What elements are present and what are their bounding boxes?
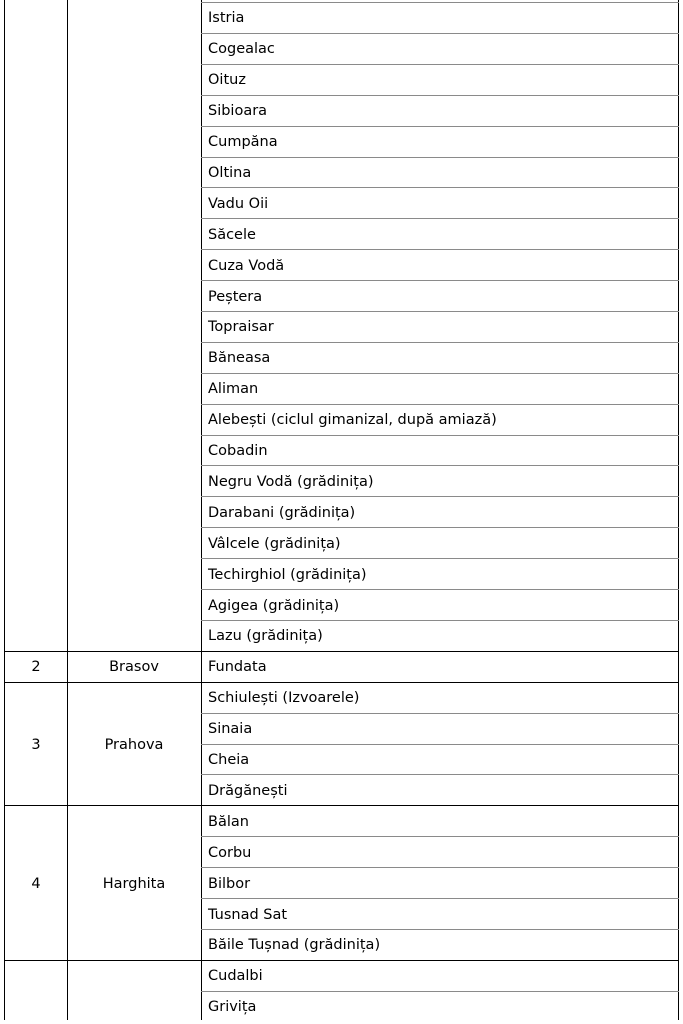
row-number: 3 — [31, 737, 41, 753]
row-divider — [201, 280, 679, 281]
locality-cell: Negru Vodă (grădinița) — [208, 474, 374, 490]
locality-cell: Agigea (grădinița) — [208, 598, 340, 614]
row-divider — [201, 126, 679, 127]
row-divider — [201, 95, 679, 96]
locality-cell: Băile Tușnad (grădinița) — [208, 937, 381, 953]
row-divider — [201, 404, 679, 405]
locality-cell: Cobadin — [208, 443, 268, 459]
row-divider — [201, 929, 679, 930]
locality-cell: Cumpăna — [208, 134, 278, 150]
county-name: Prahova — [104, 737, 164, 753]
group-divider — [4, 805, 679, 806]
locality-cell: Corbu — [208, 845, 252, 861]
locality-cell: Fundata — [208, 659, 267, 675]
locality-cell: Grivița — [208, 999, 257, 1015]
column-border-number — [67, 0, 68, 1020]
locality-cell: Cudalbi — [208, 968, 263, 984]
locality-cell: Băneasa — [208, 350, 271, 366]
locality-cell: Cuza Vodă — [208, 258, 285, 274]
locality-cell: Cogealac — [208, 41, 275, 57]
group-divider — [4, 651, 679, 652]
column-border-left — [4, 0, 5, 1020]
locality-cell: Oltina — [208, 165, 252, 181]
row-divider — [201, 620, 679, 621]
group-divider — [4, 682, 679, 683]
county-name: Brasov — [109, 659, 159, 675]
locality-cell: Drăgănești — [208, 783, 288, 799]
row-divider — [201, 713, 679, 714]
row-divider — [201, 527, 679, 528]
row-divider — [201, 157, 679, 158]
row-divider — [201, 589, 679, 590]
locality-cell: Vâlcele (grădinița) — [208, 536, 341, 552]
row-divider — [201, 435, 679, 436]
locality-cell: Istria — [208, 10, 245, 26]
locality-cell: Alebești (ciclul gimanizal, după amiază) — [208, 412, 497, 428]
row-divider — [201, 744, 679, 745]
row-divider — [201, 898, 679, 899]
locality-cell: Sinaia — [208, 721, 253, 737]
row-divider — [201, 218, 679, 219]
locality-cell: Săcele — [208, 227, 256, 243]
row-divider — [201, 558, 679, 559]
county-name: Harghita — [102, 876, 166, 892]
row-divider — [201, 249, 679, 250]
locality-cell: Schiulești (Izvoarele) — [208, 690, 360, 706]
row-number: 4 — [31, 876, 41, 892]
locality-top-border — [201, 2, 679, 3]
locality-cell: Sibioara — [208, 103, 268, 119]
row-divider — [201, 496, 679, 497]
row-divider — [201, 187, 679, 188]
row-divider — [201, 64, 679, 65]
row-divider — [201, 342, 679, 343]
row-divider — [201, 465, 679, 466]
row-divider — [201, 33, 679, 34]
row-divider — [201, 991, 679, 992]
locality-cell: Vadu Oii — [208, 196, 269, 212]
group-divider — [4, 960, 679, 961]
row-divider — [201, 373, 679, 374]
locality-cell: Peștera — [208, 289, 263, 305]
locality-cell: Bilbor — [208, 876, 251, 892]
row-divider — [201, 836, 679, 837]
row-divider — [201, 867, 679, 868]
locality-cell: Topraisar — [208, 319, 274, 335]
locality-cell: Lazu (grădinița) — [208, 628, 323, 644]
locality-cell: Bălan — [208, 814, 249, 830]
row-number: 2 — [31, 659, 41, 675]
locality-cell: Darabani (grădinița) — [208, 505, 356, 521]
row-divider — [201, 774, 679, 775]
locality-cell: Cheia — [208, 752, 250, 768]
locality-cell: Tusnad Sat — [208, 907, 288, 923]
row-divider — [201, 311, 679, 312]
locality-cell: Oituz — [208, 72, 246, 88]
locality-cell: Aliman — [208, 381, 259, 397]
locality-cell: Techirghiol (grădinița) — [208, 567, 367, 583]
